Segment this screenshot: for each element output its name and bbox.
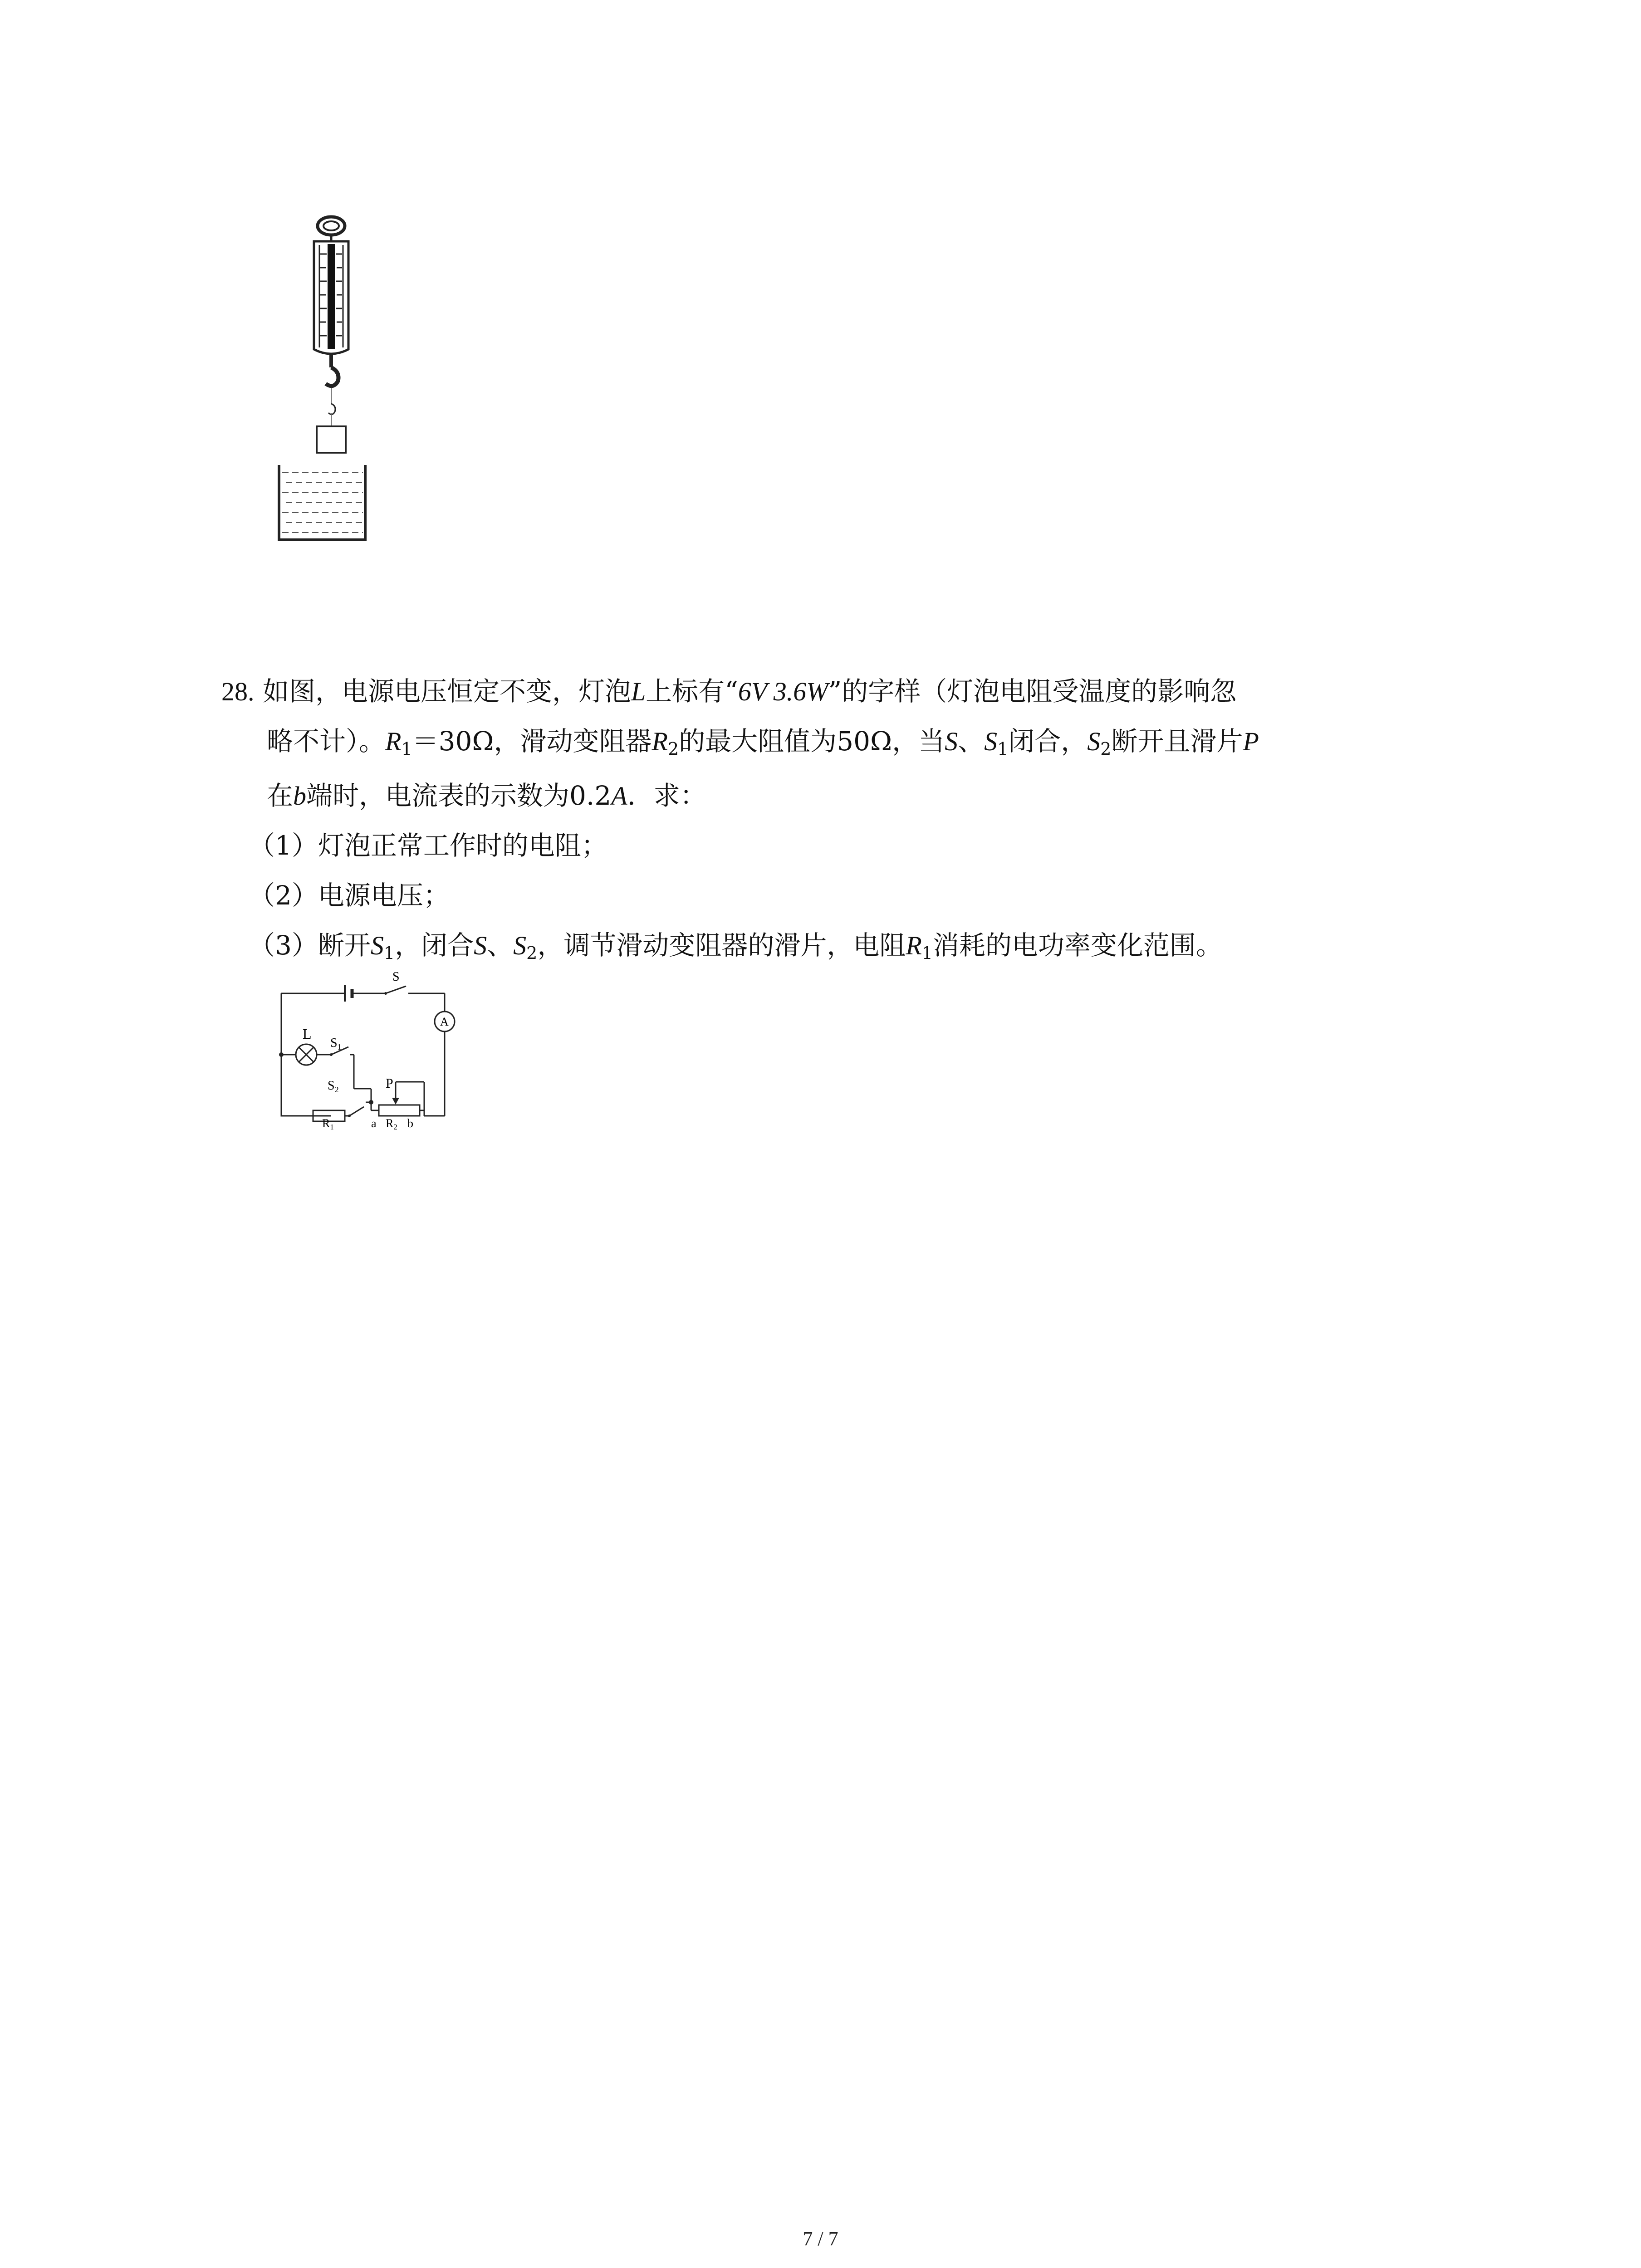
s1-symbol: S	[370, 931, 384, 960]
question-text: （3）断开	[249, 930, 371, 961]
question-text: ，调节滑动变阻器的滑片，电阻	[537, 930, 906, 961]
page-footer: 7 / 7	[803, 2228, 838, 2250]
label-b: b	[407, 1117, 413, 1129]
s2-symbol: S	[513, 931, 527, 960]
label-ammeter: A	[440, 1015, 449, 1028]
switch-s2-blade	[349, 1107, 364, 1116]
s-symbol: S	[474, 931, 487, 960]
question-line-1	[221, 678, 1236, 705]
question-text: 的最大阻值为50Ω，当	[679, 726, 945, 757]
question-text: 、	[487, 930, 514, 961]
switch-contact	[384, 992, 387, 995]
question-text: 端时，电流表的示数为0.2	[306, 780, 612, 811]
label-l: L	[303, 1026, 312, 1042]
r1-symbol: R	[906, 931, 922, 960]
s1-subscript: 1	[383, 943, 395, 963]
b-symbol: b	[293, 781, 307, 811]
question-text: 上标有“	[646, 676, 738, 707]
s2-subscript: 2	[526, 943, 538, 963]
s2-subscript: 2	[1100, 739, 1112, 759]
r2-symbol: R	[652, 727, 668, 756]
sub-question-1: （1）灯泡正常工作时的电阻；	[249, 830, 607, 861]
label-a: a	[371, 1117, 377, 1129]
switch-contact	[348, 1114, 351, 1117]
sub-question-2: （2）电源电压；	[249, 880, 450, 911]
ampere-symbol: A	[611, 781, 627, 811]
lamp-symbol: L	[631, 677, 646, 706]
r2-subscript: 2	[667, 739, 679, 759]
question-line-2	[267, 728, 1259, 758]
sub-question-3	[249, 932, 1222, 962]
spring-scale-figure	[272, 213, 390, 549]
question-text: ，闭合	[395, 930, 474, 961]
junction-dot	[279, 1052, 284, 1057]
label-p: P	[386, 1076, 393, 1091]
question-text: 闭合，	[1008, 726, 1087, 757]
question-text: 在	[267, 780, 294, 811]
question-text: 、	[958, 726, 985, 757]
question-text: ＝30Ω，滑动变阻器	[412, 726, 652, 757]
s1-symbol: S	[984, 727, 998, 756]
s-symbol: S	[945, 727, 958, 756]
s1-subscript: 1	[997, 739, 1009, 759]
slider-arrow-icon	[392, 1098, 399, 1105]
r1-symbol: R	[385, 727, 402, 756]
water-container-icon	[279, 465, 365, 540]
rheostat-r2-icon	[379, 1105, 420, 1116]
circuit-diagram	[277, 966, 490, 1129]
r1-subscript: 1	[921, 943, 933, 963]
label-s: S	[392, 970, 400, 984]
question-text: 断开且滑片	[1111, 726, 1243, 757]
block-icon	[317, 426, 346, 453]
s2-symbol: S	[1087, 727, 1101, 756]
p-symbol: P	[1243, 727, 1259, 756]
junction-dot	[369, 1100, 373, 1105]
question-number: 28.	[221, 677, 255, 706]
switch-s-blade	[386, 986, 406, 993]
question-line-3	[267, 782, 706, 809]
label-s2: $S_2$	[328, 1079, 339, 1094]
label-s1: $S_1$	[330, 1036, 342, 1051]
r1-subscript: 1	[401, 739, 412, 759]
label-r2: R2	[386, 1117, 397, 1129]
question-text: 如图，电源电压恒定不变，灯泡	[262, 676, 631, 707]
question-text: ．求：	[627, 780, 706, 811]
question-text: 消耗的电功率变化范围。	[932, 930, 1222, 961]
label-r1: R1	[322, 1117, 334, 1129]
lamp-rating: 6V 3.6W	[738, 677, 828, 706]
question-text: 略不计）。	[267, 726, 386, 757]
switch-contact	[330, 1053, 333, 1056]
spring-scale-icon	[314, 217, 348, 425]
question-text: ”的字样（灯泡电阻受温度的影响忽	[828, 676, 1237, 707]
